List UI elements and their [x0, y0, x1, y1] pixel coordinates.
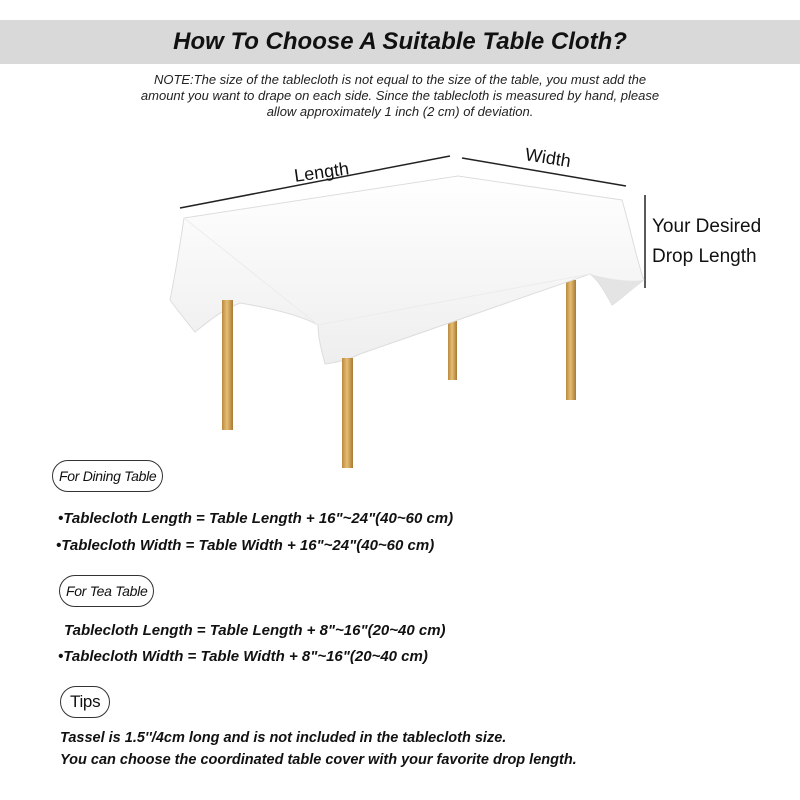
note-line-2: amount you want to drape on each side. Since the tablecloth is measured by hand, please — [140, 88, 660, 103]
note-text — [110, 72, 690, 120]
tea-table-badge: For Tea Table — [59, 575, 154, 607]
drop-label-line-2: Drop Length — [652, 246, 757, 267]
dining-width-formula: •Tablecloth Width = Table Width + 16"~24"(40~60 cm) — [56, 537, 435, 554]
width-label: Width — [523, 144, 573, 172]
tip-tassel: Tassel is 1.5''/4cm long and is not included in the tablecloth size. — [60, 730, 507, 746]
dining-table-badge: For Dining Table — [52, 460, 163, 492]
tea-length-formula: Tablecloth Length = Table Length + 8"~16"(20~40 cm) — [64, 622, 446, 639]
table-leg-front-middle — [342, 358, 353, 468]
tea-width-formula: •Tablecloth Width = Table Width + 8"~16"(20~40 cm) — [58, 648, 428, 665]
title-banner — [0, 20, 800, 64]
length-label: Length — [292, 158, 351, 186]
dining-length-formula: •Tablecloth Length = Table Length + 16"~24"(40~60 cm) — [58, 510, 454, 527]
drop-length-label — [652, 212, 761, 272]
tips-badge: Tips — [60, 686, 110, 718]
page-title: How To Choose A Suitable Table Cloth? — [173, 28, 627, 55]
tip-drop-length: You can choose the coordinated table cover with your favorite drop length. — [60, 752, 577, 768]
drop-label-line-1: Your Desired — [652, 216, 762, 237]
note-line-1: NOTE:The size of the tablecloth is not equal to the size of the table, you must add the — [153, 72, 647, 87]
note-line-3: allow approximately 1 inch (2 cm) of deviation. — [266, 104, 534, 119]
table-leg-back-right — [566, 280, 576, 400]
table-leg-front-left — [222, 300, 233, 430]
tablecloth-illustration — [0, 140, 800, 470]
